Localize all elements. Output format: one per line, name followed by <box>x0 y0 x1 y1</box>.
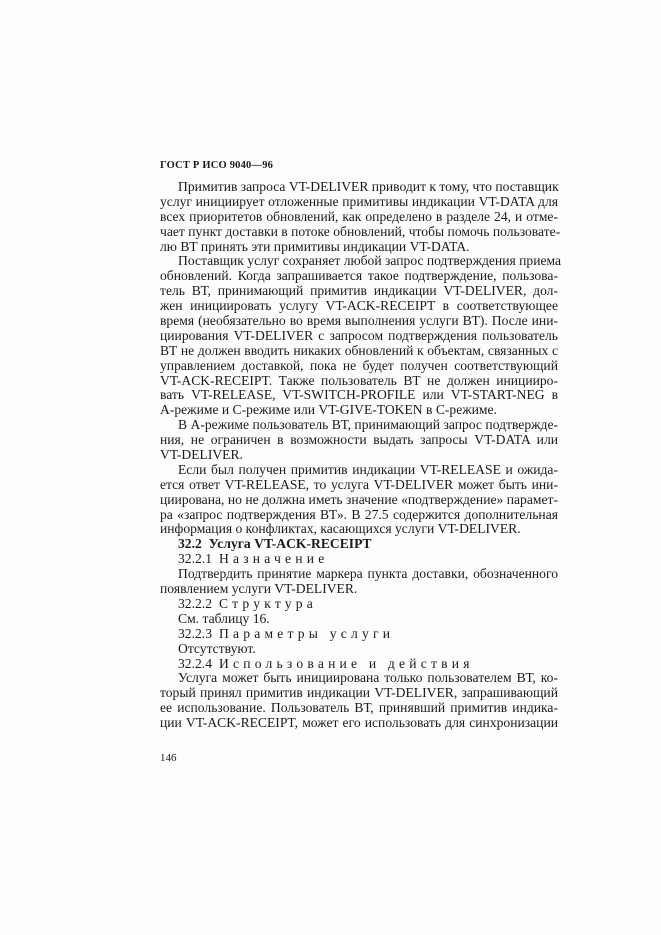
text-line: Подтвердить принятие маркера пункта доставки, обозначенного <box>178 566 558 582</box>
paragraph <box>160 253 562 418</box>
section-heading <box>160 657 558 672</box>
text-line: ния, не ограничен в возможности выдать запросы VT-DATA или <box>160 432 558 448</box>
text-line: торый принял примитив индикации VT-DELIVER, запрашивающий <box>160 685 558 701</box>
text-line: вать VT-RELEASE, VT-SWITCH-PROFILE или VT-START-NEG в <box>160 387 558 403</box>
text-line: ра «запрос подтверждения ВТ». В 27.5 содержится дополнительная <box>160 506 558 522</box>
section-number: 32.2.3 <box>178 625 212 641</box>
text-line: всех приоритетов обновлений, как определено в разделе 24, и отме- <box>160 208 558 224</box>
text-line: услуг инициирует отложенные примитивы индикации VT-DATA для <box>160 193 558 209</box>
paragraph <box>160 671 558 731</box>
section-heading <box>160 627 558 642</box>
section-heading <box>160 537 558 552</box>
paragraph <box>160 567 558 597</box>
text-line: VT-ACK-RECEIPT. Также пользователь ВТ не должен иницииро- <box>160 372 558 388</box>
text-line: ее использование. Пользователь ВТ, принявший примитив индика- <box>160 700 558 716</box>
section-title: Услуга VT-ACK-RECEIPT <box>208 536 372 552</box>
text-line: циирования VT-DELIVER с запросом подтверждения пользователь <box>160 327 558 343</box>
text-line: информация о конфликтах, касающихся услуги VT-DELIVER. <box>160 521 521 537</box>
section-heading <box>160 552 558 567</box>
text-line: Отсутствуют. <box>178 640 256 656</box>
text-line: Примитив запроса VT-DELIVER приводит к тому, что поставщик <box>178 179 559 194</box>
section-number: 32.2.1 <box>178 551 212 567</box>
text-line: лю ВТ принять эти примитивы индикации VT-DATA. <box>160 238 470 254</box>
text-line: чает пункт доставки в потоке обновлений, чтобы помочь пользовате- <box>160 223 561 239</box>
text-line: тель ВТ, принимающий примитив индикации VT-DELIVER, дол- <box>160 283 558 299</box>
paragraph <box>160 642 558 657</box>
page-number: 146 <box>160 752 177 764</box>
text-line: А-режиме и С-режиме или VT-GIVE-TOKEN в С-режиме. <box>160 402 497 418</box>
text-line: Если был получен примитив индикации VT-RELEASE и ожида- <box>178 461 558 477</box>
text-line: ции VT-ACK-RECEIPT, может его использовать для синхронизации <box>160 715 558 731</box>
text-line: Поставщик услуг сохраняет любой запрос подтверждения приема <box>178 253 562 269</box>
paragraph <box>160 418 558 463</box>
section-number: 32.2.4 <box>178 655 212 671</box>
section-title: Структура <box>218 595 318 611</box>
text-line: обновлений. Когда запрашивается такое подтверждение, пользова- <box>160 268 558 284</box>
text-line: Услуга может быть инициирована только пользователем ВТ, ко- <box>178 670 558 686</box>
document-body <box>160 179 562 731</box>
section-heading <box>160 597 558 612</box>
text-line: VT-DELIVER. <box>160 447 243 463</box>
document-header: ГОСТ Р ИСО 9040—96 <box>160 160 274 171</box>
paragraph <box>160 463 558 537</box>
section-title: Параметры услуги <box>218 625 395 641</box>
section-title: Использование и действия <box>218 655 474 671</box>
text-line: См. таблицу 16. <box>178 610 270 626</box>
text-line: появлением услуги VT-DELIVER. <box>160 581 358 597</box>
text-line: циирована, но не должна иметь значение «подтверждение» парамет- <box>160 491 558 507</box>
text-line: жен инициировать услугу VT-ACK-RECEIPT в соответствующее <box>160 298 558 314</box>
paragraph <box>160 179 561 254</box>
text-line: ВТ не должен вводить никаких обновлений к объектам, связанных с <box>160 342 558 358</box>
paragraph <box>160 612 558 627</box>
section-number: 32.2.2 <box>178 595 212 611</box>
section-title: Назначение <box>218 551 329 567</box>
text-line: ется ответ VT-RELEASE, то услуга VT-DELIVER может быть ини- <box>160 476 558 492</box>
text-line: управлением доставкой, пока не будет получен соответствующий <box>160 357 558 373</box>
text-line: время (необязательно во время выполнения услуги ВТ). После ини- <box>160 313 558 329</box>
text-line: В А-режиме пользователь ВТ, принимающий запрос подтвержде- <box>178 417 558 433</box>
section-number: 32.2 <box>178 536 202 552</box>
